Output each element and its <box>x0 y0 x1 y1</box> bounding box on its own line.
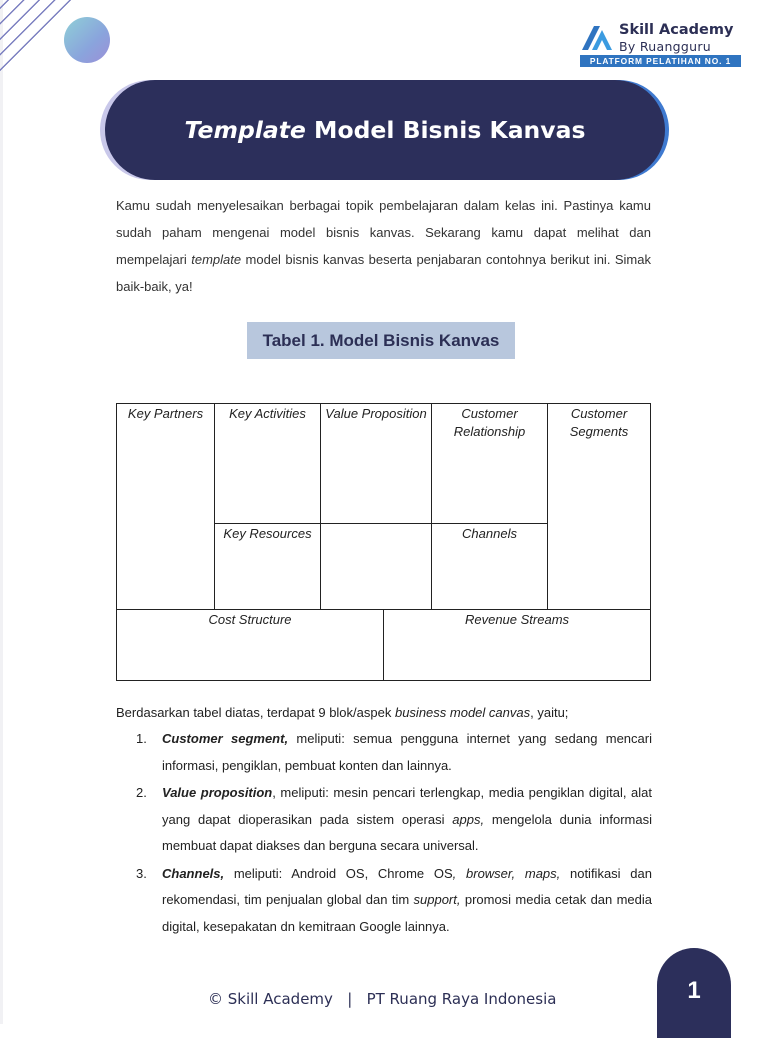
intro-text-2: model bisnis kanvas beserta penjabaran contohnya berikut ini. Simak baik-baik, ya! <box>116 252 651 294</box>
lead-text-1: Berdasarkan tabel diatas, terdapat 9 blok/aspek <box>116 705 395 720</box>
intro-italic: template <box>191 252 242 267</box>
cell-customer-relationship: Customer Relationship <box>432 404 548 524</box>
list-text: promosi media cetak dan media digital, kesepakatan dn kemitraan Google lainnya. <box>162 892 653 934</box>
list-item <box>136 780 652 860</box>
cell-key-activities: Key Activities <box>215 404 321 524</box>
logo-title: Skill Academy <box>619 22 734 38</box>
cell-cost-structure: Cost Structure <box>117 610 384 680</box>
page-title <box>185 116 586 144</box>
lead-text-2: , yaitu; <box>530 705 569 720</box>
list-item <box>136 726 652 779</box>
list-text: meliputi: Android OS, Chrome OS <box>224 865 453 881</box>
intro-paragraph <box>116 192 651 300</box>
title-rest: Model Bisnis Kanvas <box>305 116 586 144</box>
intro-text-1: Kamu sudah menyelesaikan berbagai topik pembelajaran dalam kelas ini. Pastinya kamu sudah paham mengenai model bisnis kanvas. Sekarang kamu dapat melihat dan mempelajari <box>116 198 651 267</box>
title-banner <box>105 80 665 180</box>
title-italic: Template <box>184 116 306 144</box>
decorative-circle <box>64 17 110 63</box>
logo-band: PLATFORM PELATIHAN NO. 1 <box>580 55 741 67</box>
list-italic: apps, <box>452 811 485 827</box>
business-model-canvas-table <box>116 403 651 681</box>
list-intro <box>116 702 651 724</box>
cell-channels: Channels <box>432 524 548 610</box>
cell-value-proposition-lower <box>321 524 432 610</box>
list-text: notifikasi dan rekomendasi, tim penjualan global dan tim <box>162 865 652 907</box>
list-number: 2. <box>136 785 147 800</box>
page-number: 1 <box>657 948 731 1038</box>
cell-key-partners: Key Partners <box>117 404 215 610</box>
footer-text: © Skill Academy | PT Ruang Raya Indonesia <box>208 990 557 1008</box>
cell-value-proposition: Value Proposition <box>321 404 432 524</box>
cell-revenue-streams: Revenue Streams <box>464 612 570 627</box>
list-term: Customer segment, <box>162 731 289 746</box>
logo-subtitle: By Ruangguru <box>619 39 712 54</box>
list-italic: , browser, maps, <box>452 865 561 881</box>
list-term: Channels, <box>162 865 225 881</box>
list-number: 3. <box>136 865 147 881</box>
list-text: meliputi: semua pengguna internet yang sedang mencari informasi, pengiklan, pembuat konten dan lainnya. <box>162 731 652 773</box>
aspect-list <box>136 726 652 941</box>
lead-italic: business model canvas <box>394 705 531 720</box>
list-term: Value proposition <box>162 785 273 800</box>
logo-mark-icon <box>580 24 614 50</box>
cell-customer-segments: Customer Segments <box>548 404 650 610</box>
list-text: mengelola dunia informasi membuat dapat diakses dan berguna secara universal. <box>162 811 652 853</box>
left-edge-bar <box>0 0 3 1024</box>
list-italic: support, <box>413 892 461 907</box>
cell-key-resources: Key Resources <box>215 524 321 610</box>
list-text: , meliputi: mesin pencari terlengkap, media pengiklan digital, alat yang dapat dioperasikan pada sistem operasi <box>162 785 652 827</box>
table-caption: Tabel 1. Model Bisnis Kanvas <box>247 322 515 359</box>
list-number: 1. <box>136 731 147 746</box>
list-item <box>136 861 652 941</box>
